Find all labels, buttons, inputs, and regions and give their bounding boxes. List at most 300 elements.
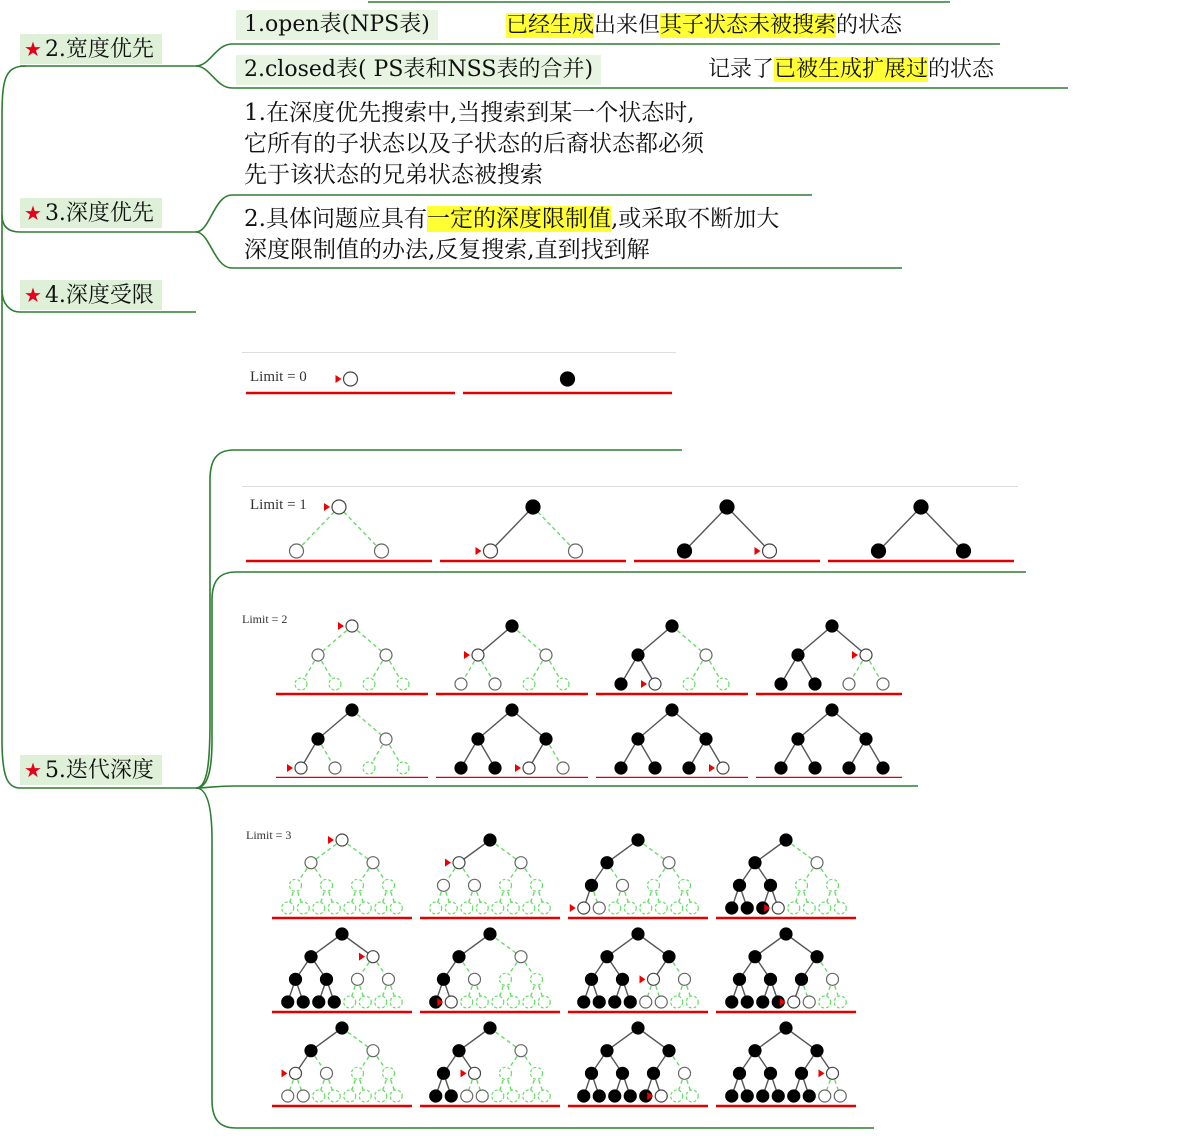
- tree-node: [683, 762, 695, 774]
- limit3-panel: [242, 824, 862, 1110]
- tree-node: [666, 620, 678, 632]
- tree-node: [531, 1067, 543, 1079]
- tree-node: [666, 704, 678, 716]
- search-state: [568, 1022, 708, 1106]
- tree-node: [648, 879, 660, 891]
- search-state: [246, 500, 432, 561]
- tree-node: [624, 996, 636, 1008]
- tree-node: [615, 762, 627, 774]
- tree-node: [609, 902, 621, 914]
- tree-node: [489, 762, 501, 774]
- tree-node: [843, 678, 855, 690]
- tree-node: [700, 649, 712, 661]
- tree-node: [734, 973, 746, 985]
- current-node-marker: [570, 904, 576, 912]
- search-state: [420, 1022, 560, 1106]
- tree-node: [617, 879, 629, 891]
- tree-node: [329, 678, 341, 690]
- tree-node: [819, 902, 831, 914]
- tree-node: [346, 620, 358, 632]
- tree-node: [290, 973, 302, 985]
- tree-node: [834, 996, 846, 1008]
- tree-node: [632, 1022, 644, 1034]
- tree-node: [507, 996, 519, 1008]
- tree-node: [655, 996, 667, 1008]
- tree-node: [741, 996, 753, 1008]
- search-state: [276, 620, 428, 694]
- current-node-marker: [819, 1069, 825, 1077]
- search-state: [272, 1022, 412, 1106]
- tree-edge: [512, 710, 546, 739]
- tree-edge: [478, 710, 512, 739]
- tree-node: [523, 678, 535, 690]
- tree-node: [515, 857, 527, 869]
- tree-node: [523, 902, 535, 914]
- tree-node: [445, 1090, 457, 1102]
- tree-node: [671, 996, 683, 1008]
- tree-edge: [638, 710, 672, 739]
- tree-node: [295, 678, 307, 690]
- tree-node: [792, 733, 804, 745]
- tree-node: [336, 834, 348, 846]
- tree-node: [321, 973, 333, 985]
- tree-node: [765, 879, 777, 891]
- search-state: [596, 704, 748, 778]
- tree-edge: [685, 507, 728, 551]
- tree-edge: [339, 507, 382, 551]
- tree-node: [367, 857, 379, 869]
- tree-node: [601, 951, 613, 963]
- tree-node: [726, 902, 738, 914]
- tree-node: [757, 996, 769, 1008]
- tree-edge: [352, 710, 386, 739]
- desc-text: 的状态: [836, 13, 903, 38]
- tree-node: [329, 762, 341, 774]
- tree-node: [297, 902, 309, 914]
- node-iddfs-label: 5.迭代深度: [44, 758, 154, 783]
- tree-node: [500, 1067, 512, 1079]
- tree-edge: [727, 507, 770, 551]
- tree-node: [538, 902, 550, 914]
- tree-node: [375, 1090, 387, 1102]
- tree-node: [860, 733, 872, 745]
- tree-edge: [879, 507, 922, 551]
- tree-node: [734, 879, 746, 891]
- tree-node: [489, 678, 501, 690]
- tree-node: [445, 902, 457, 914]
- limit1-label: Limit = 1: [250, 497, 307, 513]
- tree-node: [827, 879, 839, 891]
- node-dfs[interactable]: [20, 198, 162, 228]
- current-node-marker: [461, 1069, 467, 1077]
- tree-node: [811, 951, 823, 963]
- tree-node: [484, 834, 496, 846]
- tree-node: [359, 902, 371, 914]
- search-state: [436, 620, 588, 694]
- tree-node: [523, 762, 535, 774]
- tree-node: [476, 1090, 488, 1102]
- tree-node: [430, 1090, 442, 1102]
- tree-node: [346, 704, 358, 716]
- tree-node: [586, 879, 598, 891]
- limit2-panel: [242, 610, 902, 778]
- tree-node: [484, 1022, 496, 1034]
- highlight-text: 其子状态未被搜索: [660, 13, 837, 38]
- current-node-marker: [338, 622, 344, 630]
- tree-node: [780, 1022, 792, 1034]
- tree-node: [819, 1090, 831, 1102]
- current-node-marker: [464, 651, 470, 659]
- tree-node: [297, 996, 309, 1008]
- tree-node: [640, 996, 652, 1008]
- tree-node: [312, 649, 324, 661]
- search-state: [634, 500, 820, 561]
- tree-node: [717, 762, 729, 774]
- tree-node: [526, 500, 540, 514]
- tree-node: [648, 1067, 660, 1079]
- tree-node: [757, 1090, 769, 1102]
- tree-node: [726, 996, 738, 1008]
- node-dls[interactable]: [20, 280, 162, 310]
- tree-node: [819, 996, 831, 1008]
- tree-node: [632, 649, 644, 661]
- tree-node: [397, 678, 409, 690]
- tree-node: [788, 1090, 800, 1102]
- tree-node: [540, 733, 552, 745]
- tree-node: [305, 1045, 317, 1057]
- limit0-panel: [242, 352, 676, 441]
- search-state: [420, 928, 560, 1012]
- tree-node: [328, 1090, 340, 1102]
- tree-node: [328, 996, 340, 1008]
- tree-node: [649, 678, 661, 690]
- dfs-point-1-line-2: 它所有的子状态以及子状态的后裔状态都必须: [244, 131, 704, 157]
- highlight-text: 已经生成: [506, 13, 595, 38]
- tree-edge: [798, 626, 832, 655]
- limit1-panel: [242, 486, 1018, 563]
- tree-node: [523, 996, 535, 1008]
- desc-text: 记录了: [708, 57, 775, 82]
- tree-node: [531, 973, 543, 985]
- tree-node: [295, 762, 307, 774]
- tree-node: [826, 620, 838, 632]
- tree-node: [632, 928, 644, 940]
- tree-node: [648, 973, 660, 985]
- tree-node: [367, 1045, 379, 1057]
- tree-node: [640, 902, 652, 914]
- tree-node: [515, 951, 527, 963]
- tree-node: [663, 951, 675, 963]
- tree-node: [455, 762, 467, 774]
- node-iddfs[interactable]: [20, 755, 162, 785]
- dfs-point-2-line-1: [244, 204, 779, 235]
- search-state: [568, 928, 708, 1012]
- current-node-marker: [445, 859, 451, 867]
- tree-node: [811, 857, 823, 869]
- node-dls-label: 4.深度受限: [44, 283, 154, 308]
- current-node-marker: [755, 547, 761, 555]
- tree-node: [383, 1067, 395, 1079]
- tree-node: [538, 996, 550, 1008]
- limit3-diagram: [242, 824, 862, 1110]
- search-state: [568, 834, 708, 918]
- tree-node: [469, 1067, 481, 1079]
- tree-node: [843, 762, 855, 774]
- tree-node: [586, 973, 598, 985]
- tree-node: [796, 973, 808, 985]
- tree-node: [297, 1090, 309, 1102]
- tree-node: [380, 733, 392, 745]
- tree-node: [834, 1090, 846, 1102]
- tree-node: [686, 996, 698, 1008]
- tree-node: [775, 762, 787, 774]
- search-state: [596, 620, 748, 694]
- tree-edge: [832, 710, 866, 739]
- tree-node: [383, 973, 395, 985]
- search-state: [272, 928, 412, 1012]
- tree-node: [686, 1090, 698, 1102]
- tree-node: [679, 1067, 691, 1079]
- tree-node: [624, 1090, 636, 1102]
- current-node-marker: [852, 651, 858, 659]
- highlight-text: 已被生成扩展过: [774, 57, 929, 82]
- tree-node: [877, 678, 889, 690]
- tree-node: [663, 1045, 675, 1057]
- tree-node: [796, 879, 808, 891]
- tree-node: [578, 996, 590, 1008]
- tree-node: [390, 1090, 402, 1102]
- tree-node: [772, 902, 784, 914]
- tree-node: [601, 857, 613, 869]
- tree-node: [734, 1067, 746, 1079]
- tree-node: [765, 1067, 777, 1079]
- search-state: [276, 704, 428, 778]
- current-node-marker: [640, 975, 646, 983]
- desc-text: 出来但: [594, 13, 661, 38]
- desc-text: 2.具体问题应具有: [244, 206, 427, 232]
- tree-node: [344, 902, 356, 914]
- tree-node: [678, 544, 692, 558]
- tree-node: [632, 834, 644, 846]
- tree-node: [476, 996, 488, 1008]
- search-state: [828, 500, 1014, 561]
- tree-node: [788, 902, 800, 914]
- search-state: [756, 620, 902, 694]
- tree-node: [453, 1045, 465, 1057]
- node-bfs[interactable]: [20, 34, 162, 64]
- tree-node: [313, 1090, 325, 1102]
- tree-node: [305, 951, 317, 963]
- tree-node: [827, 1067, 839, 1079]
- tree-node: [359, 996, 371, 1008]
- tree-node: [484, 928, 496, 940]
- tree-node: [367, 951, 379, 963]
- tree-node: [469, 973, 481, 985]
- limit3-label: Limit = 3: [246, 828, 292, 842]
- tree-node: [476, 902, 488, 914]
- tree-node: [557, 678, 569, 690]
- search-state: [716, 928, 856, 1012]
- tree-node: [569, 544, 583, 558]
- tree-node: [492, 996, 504, 1008]
- tree-edge: [638, 626, 672, 655]
- tree-node: [827, 973, 839, 985]
- tree-node: [506, 704, 518, 716]
- current-node-marker: [709, 764, 715, 772]
- star-icon: ★: [24, 758, 42, 782]
- tree-edge: [491, 507, 534, 551]
- tree-edge: [672, 626, 706, 655]
- tree-node: [390, 902, 402, 914]
- node-bfs-label: 2.宽度优先: [44, 37, 154, 62]
- tree-node: [336, 928, 348, 940]
- tree-node: [507, 902, 519, 914]
- tree-node: [492, 902, 504, 914]
- tree-node: [472, 733, 484, 745]
- tree-node: [561, 372, 575, 386]
- tree-edge: [798, 710, 832, 739]
- tree-node: [469, 879, 481, 891]
- tree-node: [336, 1022, 348, 1034]
- tree-node: [313, 902, 325, 914]
- tree-node: [438, 973, 450, 985]
- tree-node: [632, 733, 644, 745]
- tree-edge: [318, 626, 352, 655]
- tree-node: [352, 973, 364, 985]
- tree-node: [809, 762, 821, 774]
- tree-node: [557, 762, 569, 774]
- tree-node: [877, 762, 889, 774]
- dfs-point-1-line-1: 1.在深度优先搜索中,当搜索到某一个状态时,: [244, 100, 695, 126]
- tree-node: [749, 1045, 761, 1057]
- tree-node: [957, 544, 971, 558]
- tree-edge: [533, 507, 576, 551]
- tree-node: [472, 649, 484, 661]
- tree-node: [700, 733, 712, 745]
- tree-node: [720, 500, 734, 514]
- closed-table-desc: [708, 55, 994, 85]
- dfs-point-1-line-3: 先于该状态的兄弟状态被搜索: [244, 162, 543, 188]
- tree-node: [332, 500, 346, 514]
- tree-node: [344, 1090, 356, 1102]
- tree-node: [811, 1045, 823, 1057]
- current-node-marker: [324, 503, 330, 511]
- tree-node: [826, 704, 838, 716]
- tree-node: [803, 996, 815, 1008]
- tree-node: [290, 879, 302, 891]
- tree-node: [538, 1090, 550, 1102]
- tree-node: [461, 996, 473, 1008]
- tree-node: [305, 857, 317, 869]
- tree-node: [615, 678, 627, 690]
- tree-node: [741, 902, 753, 914]
- desc-text: 的状态: [928, 57, 995, 82]
- tree-node: [624, 902, 636, 914]
- current-node-marker: [287, 764, 293, 772]
- tree-node: [282, 1090, 294, 1102]
- tree-node: [796, 1067, 808, 1079]
- tree-node: [914, 500, 928, 514]
- node-dfs-label: 3.深度优先: [44, 201, 154, 226]
- tree-node: [788, 996, 800, 1008]
- tree-node: [809, 678, 821, 690]
- limit1-diagram: [242, 487, 1018, 563]
- tree-node: [352, 1067, 364, 1079]
- tree-node: [290, 544, 304, 558]
- tree-node: [593, 1090, 605, 1102]
- limit2-label: Limit = 2: [242, 612, 288, 626]
- tree-node: [506, 620, 518, 632]
- tree-node: [438, 1067, 450, 1079]
- tree-node: [609, 1090, 621, 1102]
- search-state: [272, 834, 412, 918]
- tree-node: [363, 678, 375, 690]
- tree-node: [461, 1090, 473, 1102]
- tree-node: [772, 1090, 784, 1102]
- tree-node: [686, 902, 698, 914]
- tree-node: [492, 1090, 504, 1102]
- tree-node: [352, 879, 364, 891]
- search-state: [716, 1022, 856, 1106]
- tree-node: [445, 996, 457, 1008]
- tree-node: [749, 951, 761, 963]
- tree-node: [390, 996, 402, 1008]
- tree-edge: [512, 626, 546, 655]
- tree-node: [593, 902, 605, 914]
- tree-edge: [297, 507, 340, 551]
- current-node-marker: [359, 953, 365, 961]
- search-state: [440, 500, 626, 561]
- tree-node: [617, 1067, 629, 1079]
- search-state: [246, 372, 455, 393]
- tree-node: [655, 1090, 667, 1102]
- current-node-marker: [515, 764, 521, 772]
- tree-node: [649, 762, 661, 774]
- tree-node: [671, 1090, 683, 1102]
- tree-node: [578, 902, 590, 914]
- tree-node: [359, 1090, 371, 1102]
- tree-node: [834, 902, 846, 914]
- tree-node: [780, 834, 792, 846]
- tree-node: [775, 678, 787, 690]
- open-table-desc: [506, 11, 902, 41]
- tree-node: [380, 649, 392, 661]
- closed-table-label[interactable]: 2.closed表( PS表和NSS表的合并): [236, 55, 601, 85]
- tree-node: [671, 902, 683, 914]
- tree-node: [453, 951, 465, 963]
- tree-node: [344, 372, 358, 386]
- tree-node: [531, 879, 543, 891]
- tree-node: [586, 1067, 598, 1079]
- tree-node: [683, 678, 695, 690]
- tree-node: [765, 973, 777, 985]
- highlight-text: 一定的深度限制值: [426, 206, 611, 232]
- tree-node: [312, 733, 324, 745]
- tree-node: [484, 544, 498, 558]
- search-state: [436, 704, 588, 778]
- search-state: [463, 372, 672, 393]
- star-icon: ★: [24, 201, 42, 225]
- tree-node: [438, 879, 450, 891]
- tree-node: [617, 973, 629, 985]
- tree-node: [461, 902, 473, 914]
- tree-node: [375, 996, 387, 1008]
- tree-edge: [921, 507, 964, 551]
- open-table-label[interactable]: 1.open表(NPS表): [236, 10, 438, 40]
- tree-node: [749, 857, 761, 869]
- tree-node: [383, 879, 395, 891]
- tree-node: [540, 649, 552, 661]
